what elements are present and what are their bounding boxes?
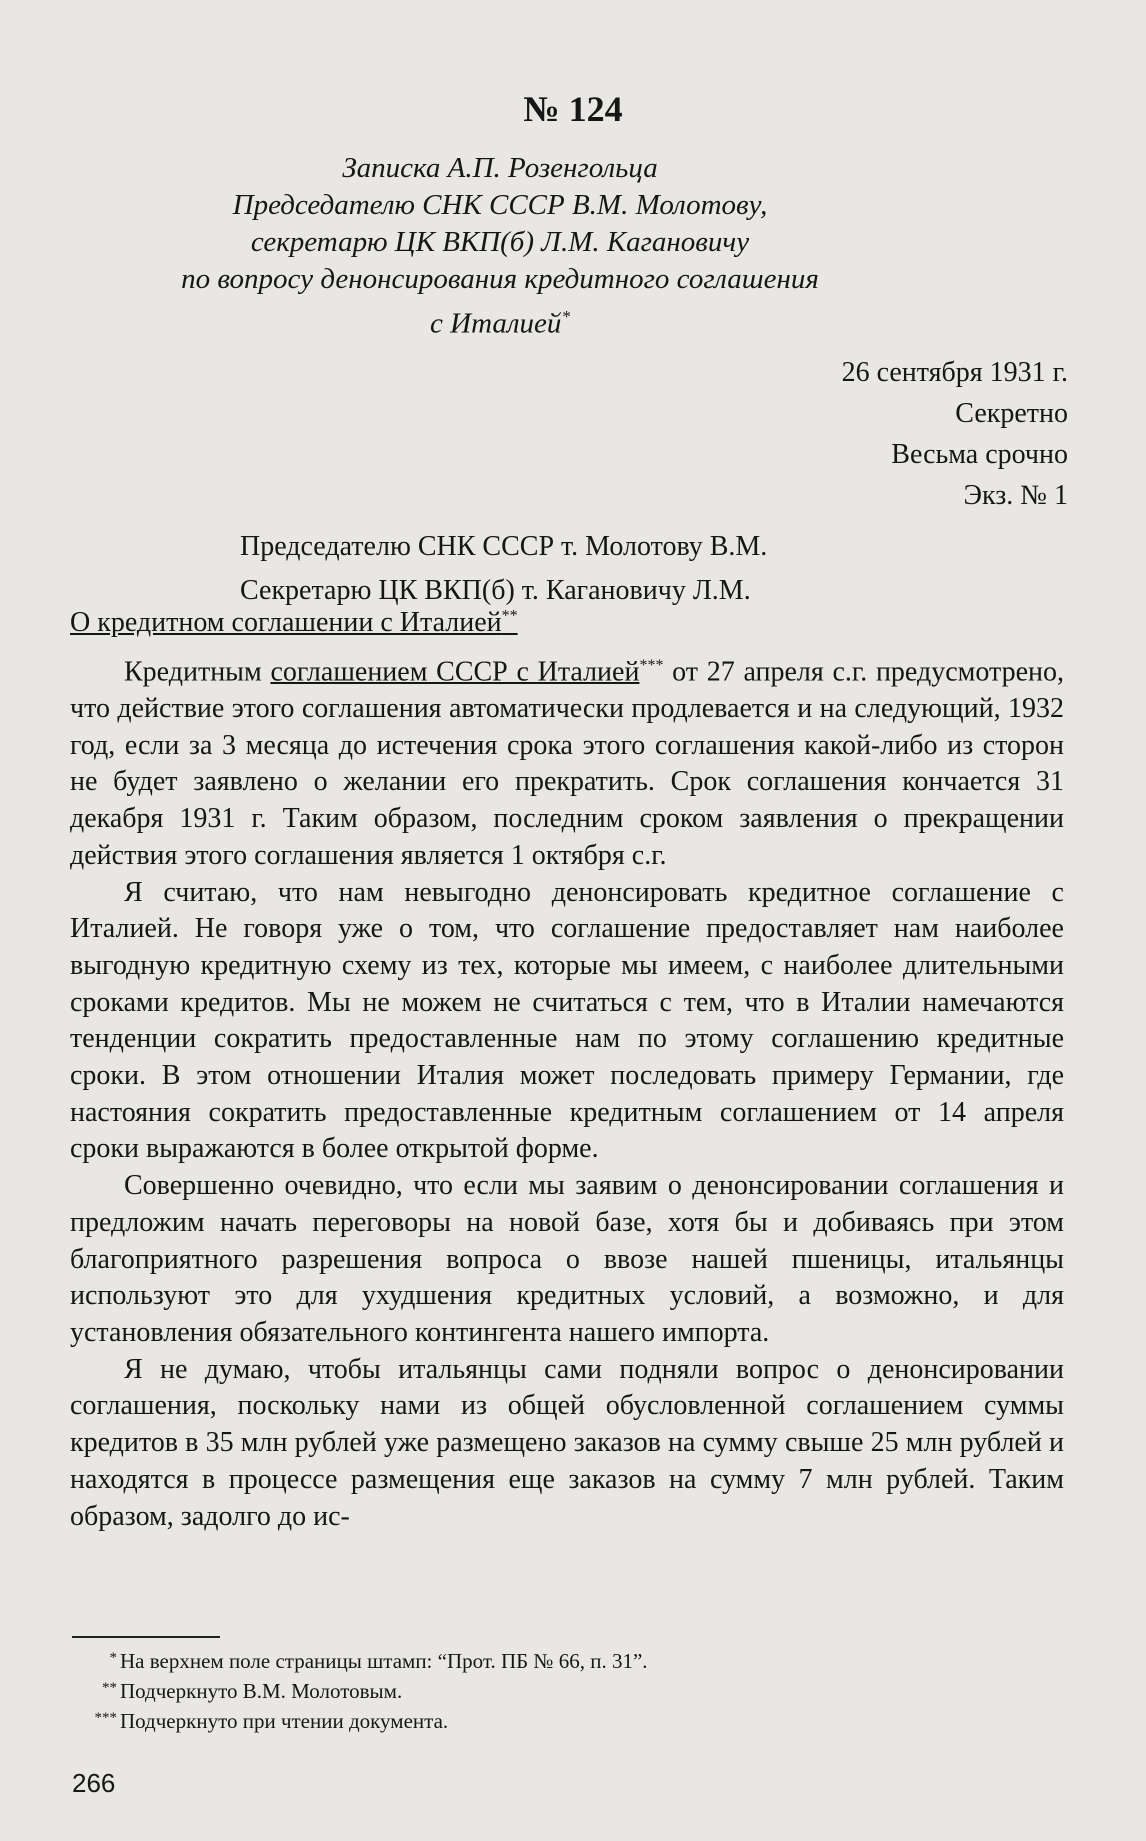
heading-line: Председателю СНК СССР В.М. Молотову,	[232, 189, 768, 221]
heading-line: по вопросу денонсирования кредитного соглашения	[181, 263, 819, 295]
footnote	[94, 1706, 648, 1736]
copy-number: Экз. № 1	[963, 480, 1068, 511]
footnote-mark: *	[561, 307, 570, 326]
heading-line: Записка А.П. Розенгольца	[342, 152, 658, 184]
heading-text: с Италией	[430, 307, 562, 340]
footnote	[102, 1676, 648, 1706]
footnote	[109, 1646, 648, 1676]
page-number: 266	[72, 1768, 116, 1798]
document-meta	[842, 352, 1068, 516]
classification-label: Секретно	[955, 398, 1068, 429]
subject-text: О кредитном соглашении с Италией	[70, 607, 502, 638]
footnote-text: Подчеркнуто В.М. Молотовым.	[120, 1679, 403, 1703]
heading-line: секретарю ЦК ВКП(б) Л.М. Кагановичу	[250, 226, 750, 258]
footnote-divider	[72, 1636, 220, 1638]
addressee: Секретарю ЦК ВКП(б) т. Кагановичу Л.М.	[240, 575, 751, 606]
underlined-text: соглашением СССР с Италией	[270, 656, 640, 688]
document-date: 26 сентября 1931 г.	[841, 357, 1068, 388]
document-number: № 124	[523, 89, 623, 129]
document-heading	[150, 150, 850, 343]
footnote-mark: *	[109, 1650, 117, 1666]
footnote-text: На верхнем поле страницы штамп: “Прот. ПБ № 66, п. 31”.	[120, 1649, 648, 1673]
footnotes	[94, 1646, 648, 1736]
paragraph: Я не думаю, чтобы итальянцы сами подняли вопрос о денонсировании соглашения, поскольку нами из общей обусловленной соглашением суммы кредитов в 35 млн рублей уже размещено заказов на сумму свыше 25 млн рублей и находятся в процессе размещения еще заказов на сумму 7 млн рублей. Таким образом, задолго до ис-	[70, 1353, 1064, 1532]
subject-line	[70, 607, 518, 639]
urgency-label: Весьма срочно	[891, 439, 1068, 470]
heading-line	[150, 298, 850, 343]
footnote-mark: ***	[94, 1710, 117, 1726]
footnote-mark: **	[102, 1680, 117, 1696]
footnote-text: Подчеркнуто при чтении документа.	[120, 1709, 449, 1733]
body-text	[70, 648, 1064, 1535]
paragraph-text: от 27 апреля с.г. предусмотрено, что действие этого соглашения автоматически продлевается и на следующий, 1932 год, если за 3 месяца до истечения срока этого соглашения какой-либо из сторон не будет заявлено о желании его прекратить. Срок соглашения кончается 31 декабря 1931 г. Таким образом, последним сроком заявления о прекращении действия этого соглашения является 1 октября с.г.	[70, 656, 1064, 871]
paragraph: Совершенно очевидно, что если мы заявим о денонсировании соглашения и предложим начать переговоры на новой базе, хотя бы и добиваясь при этом благоприятного разрешения вопроса о ввозе нашей пшеницы, итальянцы используют это для ухудшения кредитных условий, а возможно, и для установления обязательного контингента нашего импорта.	[70, 1170, 1064, 1348]
paragraph	[70, 648, 1064, 875]
addressee: Председателю СНК СССР т. Молотову В.М.	[240, 531, 768, 562]
footnote-mark: **	[501, 607, 518, 625]
footnote-mark: ***	[639, 657, 664, 674]
paragraph: Я считаю, что нам невыгодно денонсировать кредитное соглашение с Италией. Не говоря уже о том, что соглашение предоставляет нам наиболее выгодную кредитную схему из тех, которые мы имеем, с наиболее длительными сроками кредитов. Мы не можем не считаться с тем, что в Италии намечаются тенденции сократить предоставленные нам по этому соглашению кредитные сроки. В этом отношении Италия может последовать примеру Германии, где настояния сократить предоставленные кредитным соглашением от 14 апреля сроки выражаются в более открытой форме.	[70, 876, 1064, 1165]
paragraph-text: Кредитным	[124, 656, 271, 688]
addressees	[240, 525, 767, 613]
